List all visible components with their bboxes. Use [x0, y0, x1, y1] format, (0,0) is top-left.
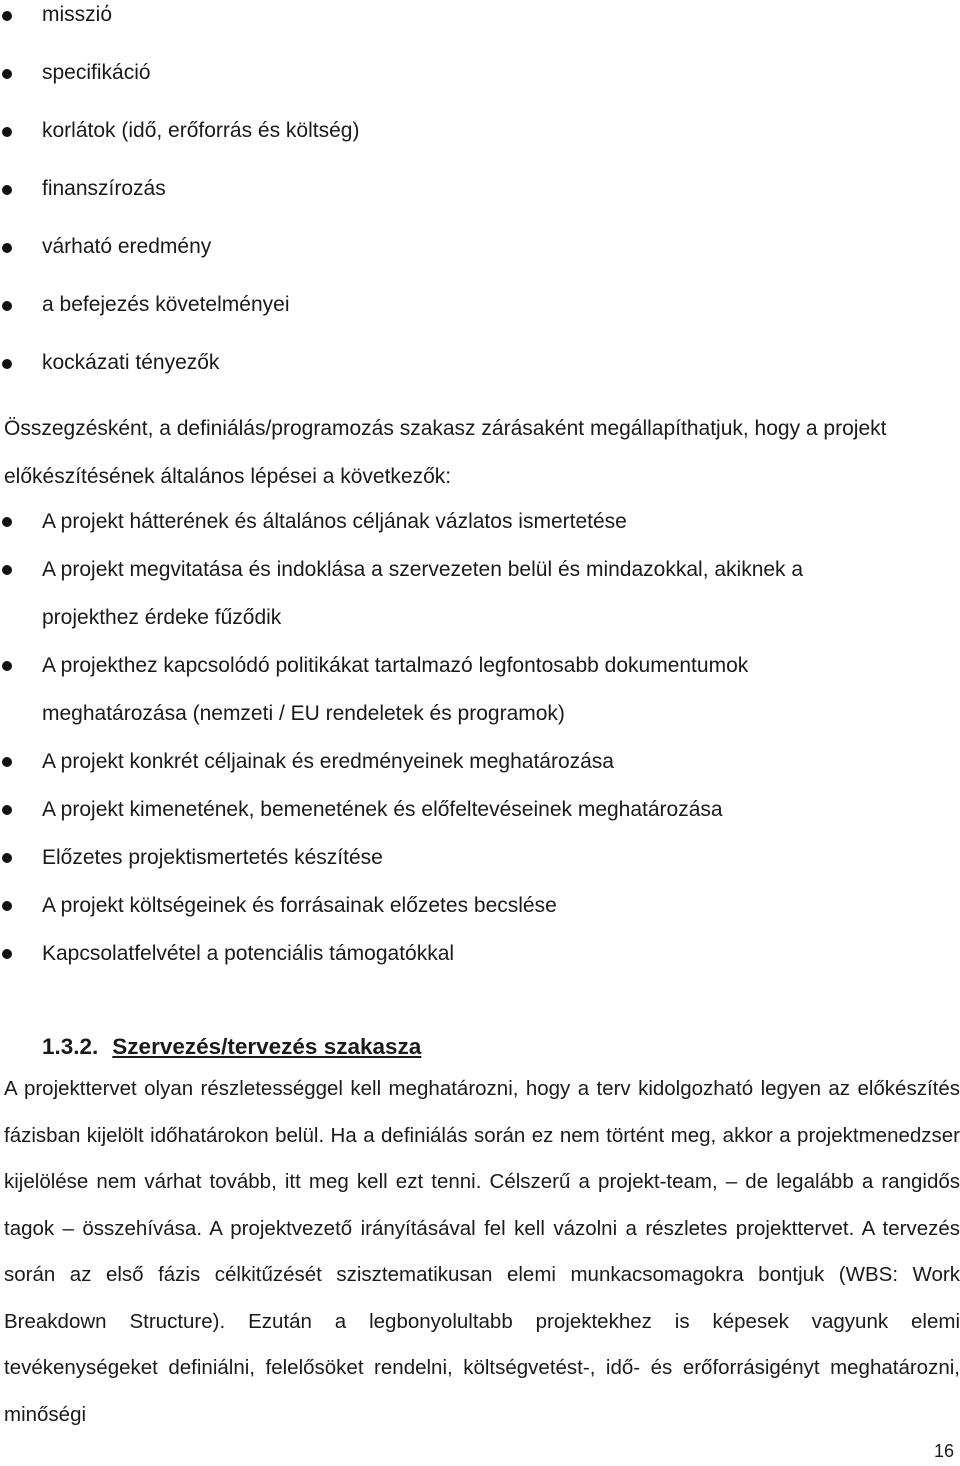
section-number: 1.3.2. — [42, 1034, 99, 1059]
list-item: a befejezés követelményei — [0, 293, 359, 351]
bullet-icon — [2, 359, 12, 369]
list-item: kockázati tényezők — [0, 351, 359, 409]
list-item: A projekt költségeinek és forrásainak előzetes becslése — [0, 882, 892, 930]
section-heading — [42, 1028, 421, 1066]
list-item: A projekt megvitatása és indoklása a szervezeten belül és mindazokkal, akiknek a projekthez érdeke fűződik — [0, 546, 892, 642]
bullet-list-preparation-steps — [0, 498, 892, 978]
list-item: Előzetes projektismertetés készítése — [0, 834, 892, 882]
body-paragraph: A projekttervet olyan részletességgel kell meghatározni, hogy a terv kidolgozható legyen az előkészítés fázisban kijelölt időhatárokon belül. Ha a definiálás során ez nem történt meg, akkor a projektmenedzser kijelölése nem várhat tovább, itt meg kell ezt tenni. Célszerű a projekt-team, – de legalább a rangidős tagok – összehívása. A projektvezető irányításával fel kell vázolni a részletes projekttervet. A tervezés során az első fázis célkitűzését szisztematikusan elemi munkacsomagokra bontjuk (WBS: Work Breakdown Structure). Ezután a legbonyolultabb projektekhez is képesek vagyunk elemi tevékenységeket definiálni, felelősöket rendelni, költségvetést-, idő- és erőforrásigényt meghatározni, minőségi — [4, 1077, 960, 1426]
section-title: Szervezés/tervezés szakasza — [112, 1034, 422, 1059]
list-item: Kapcsolatfelvétel a potenciális támogatókkal — [0, 930, 892, 978]
bullet-icon — [2, 301, 12, 311]
list-item: A projekt hátterének és általános céljának vázlatos ismertetése — [0, 498, 892, 546]
list-item: várható eredmény — [0, 235, 359, 293]
bullet-icon — [2, 11, 12, 21]
list-item: A projekt konkrét céljainak és eredményeinek meghatározása — [0, 738, 892, 786]
bullet-icon — [2, 127, 12, 137]
list-item: missziό — [0, 3, 359, 61]
bullet-icon — [2, 853, 12, 863]
bullet-icon — [2, 185, 12, 195]
bullet-icon — [2, 661, 12, 671]
list-item: korlátok (idő, erőforrás és költség) — [0, 119, 359, 177]
bullet-icon — [2, 805, 12, 815]
bullet-icon — [2, 949, 12, 959]
bullet-icon — [2, 69, 12, 79]
bullet-icon — [2, 757, 12, 767]
page-number: 16 — [933, 1441, 954, 1461]
list-item: specifikáció — [0, 61, 359, 119]
list-item: A projekthez kapcsolódó politikákat tartalmazó legfontosabb dokumentumok meghatározása (nemzeti / EU rendeletek és programok) — [0, 642, 862, 738]
summary-paragraph: Összegzésként, a definiálás/programozás szakasz zárásaként megállapíthatjuk, hogy a projekt előkészítésének általános lépései a következők: — [4, 417, 887, 488]
list-item: A projekt kimenetének, bemenetének és előfeltevéseinek meghatározása — [0, 786, 892, 834]
bullet-icon — [2, 901, 12, 911]
bullet-icon — [2, 565, 12, 575]
bullet-list-project-elements — [0, 3, 359, 409]
bullet-icon — [2, 243, 12, 253]
bullet-icon — [2, 517, 12, 527]
list-item: finanszírozás — [0, 177, 359, 235]
